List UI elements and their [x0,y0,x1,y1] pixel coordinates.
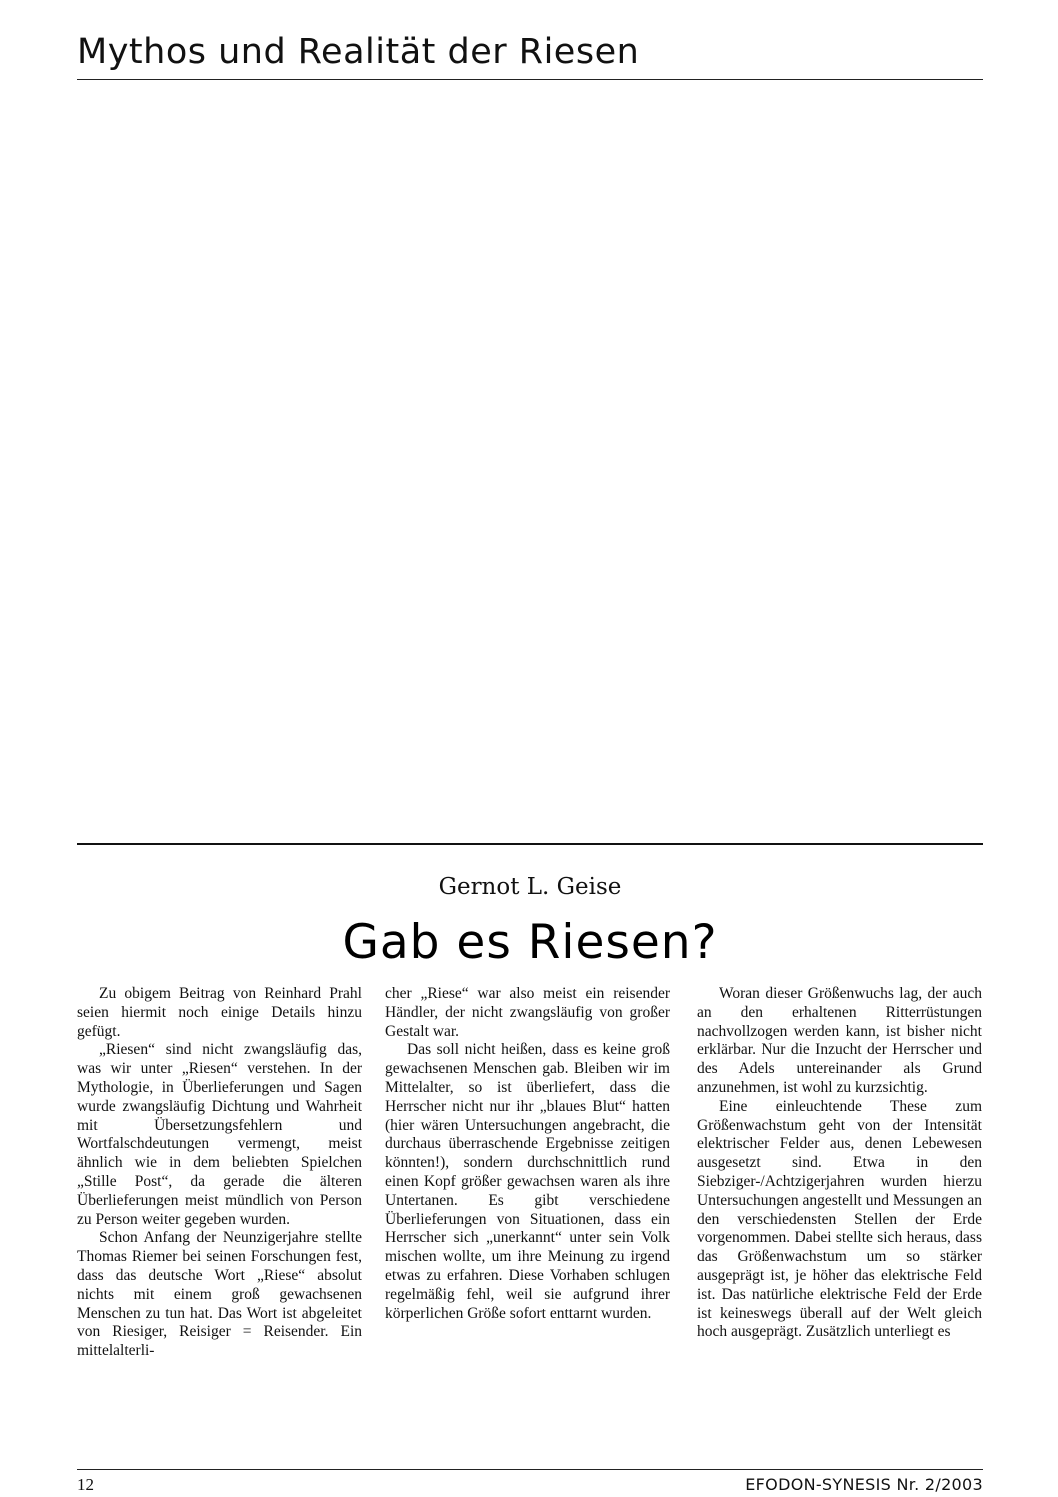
paragraph: „Riesen“ sind nicht zwangsläufig das, was wir unter „Riesen“ verstehen. In der Mythologie, in Überlieferungen und Sagen wurde zwangsläufig Dichtung und Wahrheit mit Übersetzungsfehlern und Wortfalschdeutungen vermengt, meist ähnlich wie in dem beliebten Spielchen „Stille Post“, da gerade die älteren Überlieferungen meist mündlich von Person zu Person weiter gegeben wurden. [77,1041,362,1228]
article-title: Gab es Riesen? [342,915,718,970]
paragraph: Zu obigem Beitrag von Reinhard Prahl seien hiermit noch einige Details hinzu gefügt. [77,985,362,1040]
paragraph: Schon Anfang der Neunzigerjahre stellte Thomas Riemer bei seinen Forschungen fest, dass das deutsche Wort „Riese“ absolut nichts mit einem groß gewachsenen Menschen zu tun hat. Das Wort ist abgeleitet von Riesiger, Reisiger = Reisender. Ein mittelalterli- [77,1229,362,1360]
text-column-3 [697,985,982,1465]
article-author: Gernot L. Geise [438,874,622,900]
section-divider [77,843,983,845]
paragraph: Eine einleuchtende These zum Größenwachstum geht von der Intensität elektrischer Felder aus, denen Lebewesen ausgesetzt sind. Etwa in den Siebziger-/Achtzigerjahren wurden hierzu Untersuchungen angestellt und Messungen an den verschiedensten Stellen der Erde vorgenommen. Dabei stellte sich heraus, dass das Größenwachstum um so stärker ausgeprägt ist, je höher das elektrische Feld ist. Das natürliche elektrische Feld der Erde ist keineswegs überall auf der Welt gleich hoch ausgeprägt. Zusätzlich unterliegt es [697,1097,982,1341]
running-title: Mythos und Realität der Riesen [77,32,640,72]
footer-rule [77,1469,983,1470]
article-body [77,985,983,1465]
text-column-2 [385,985,670,1465]
text-column-1 [77,985,362,1465]
header-rule [77,79,983,80]
paragraph: cher „Riese“ war also meist ein reisender Händler, der nicht zwangsläufig von großer Gestalt war. [385,985,670,1040]
journal-issue: EFODON-SYNESIS Nr. 2/2003 [745,1475,983,1494]
page-number: 12 [77,1475,94,1494]
paragraph: Das soll nicht heißen, dass es keine groß gewachsenen Menschen gab. Bleiben wir im Mittelalter, so ist überliefert, dass die Herrscher nicht nur ihr „blaues Blut“ hatten (hier wären Untersuchungen angebracht, die durchaus überraschende Ergebnisse zeitigen könnten!), sondern durchschnittlich rund einen Kopf größer gewachsen waren als ihre Untertanen. Es gibt verschiedene Überlieferungen von Situationen, dass ein Herrscher sich „unerkannt“ unter sein Volk mischen wollte, um ihre Meinung zu irgend etwas zu erfahren. Diese Vorhaben schlugen regelmäßig fehl, weil sie aufgrund ihrer körperlichen Größe sofort enttarnt wurden. [385,1041,670,1322]
paragraph: Woran dieser Größenwuchs lag, der auch an den erhaltenen Ritterrüstungen nachvollzogen werden kann, ist bisher nicht erklärbar. Nur die Inzucht der Herrscher und des Adels untereinander als Grund anzunehmen, ist wohl zu kurzsichtig. [697,985,982,1096]
